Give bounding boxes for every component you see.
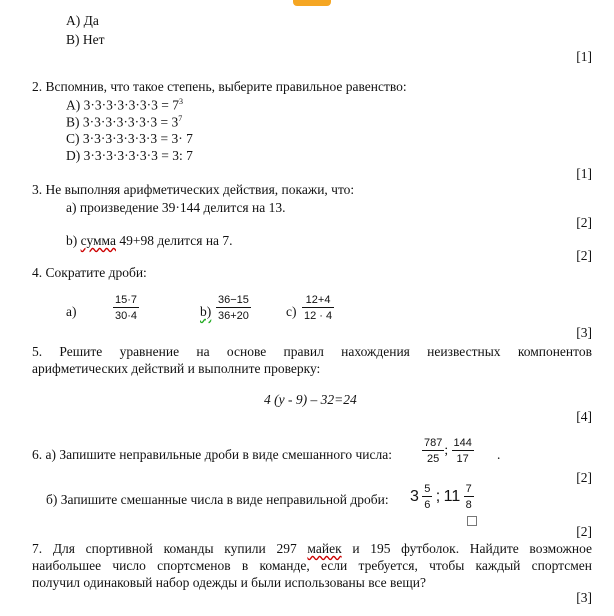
q4-label-b-text: b)	[200, 304, 212, 319]
q7-points: [3]	[576, 590, 592, 605]
q7-line-3: получил одинаковый набор одежды и были использованы все вещи?	[32, 575, 426, 590]
q5-line-2: арифметических действий и выполните проверку:	[32, 361, 321, 376]
q6-mixed-separator: ;	[435, 488, 441, 505]
q6-m2-denominator: 8	[465, 499, 472, 511]
q4-a-numerator: 15·7	[115, 294, 138, 306]
q4-fraction-a	[113, 294, 139, 322]
q6-a-dot: .	[497, 447, 501, 462]
q3-part-a: a) произведение 39·144 делится на 13.	[66, 200, 286, 215]
q3-part-b	[66, 233, 233, 249]
q4-a-denominator: 30·4	[115, 310, 138, 322]
q4-fraction-b	[216, 294, 251, 322]
q6-m1-whole: 3	[410, 488, 419, 505]
q2-option-b-text: B) 3·3·3·3·3·3·3 = 3	[66, 114, 179, 130]
q4-fraction-c	[302, 294, 334, 322]
q3-b-prefix: b)	[66, 233, 81, 248]
q3-title: 3. Не выполняя арифметических действия, покажи, что:	[32, 182, 355, 197]
q4-label-a: a)	[66, 304, 77, 319]
q4-c-denominator: 12 · 4	[304, 310, 333, 322]
q7-line-1	[32, 541, 592, 557]
q5-equation: 4 (у - 9) – 32=24	[264, 392, 357, 407]
q3-b-points: [2]	[576, 248, 592, 263]
q6-f2-denominator: 17	[456, 453, 469, 465]
q5-points: [4]	[576, 409, 592, 424]
q6-a-text: 6. а) Запишите неправильные дроби в виде смешанного числа:	[32, 447, 392, 462]
q4-title: 4. Сократите дроби:	[32, 265, 147, 280]
q4-points: [3]	[576, 325, 592, 340]
q4-label-c: c)	[286, 304, 297, 319]
q2-option-a	[66, 97, 183, 114]
q1-points: [1]	[576, 49, 592, 64]
q7-line-1-suffix: и 195 футболок. Найдите возможное	[341, 541, 592, 556]
q7-line-2: наибольшее число спортсменов в команде, если требуется, чтобы каждый спортсмен	[32, 558, 592, 573]
q6-m1-denominator: 6	[424, 499, 431, 511]
q6-a-fractions	[422, 437, 474, 465]
q6-a-points: [2]	[576, 470, 592, 485]
q1-option-b: В) Нет	[66, 32, 105, 47]
q3-b-word: сумма	[80, 233, 116, 248]
q6-b-points: [2]	[576, 524, 592, 539]
placeholder-box-icon	[466, 514, 477, 530]
q6-m2-numerator: 7	[465, 483, 472, 495]
q2-option-a-exponent: 3	[178, 97, 183, 106]
q2-option-b-exponent: 7	[178, 114, 183, 123]
q6-m1-numerator: 5	[424, 483, 431, 495]
q1-option-a: А) Да	[66, 13, 99, 28]
q2-option-d: D) 3·3·3·3·3·3·3 = 3: 7	[66, 148, 193, 163]
q7-line-1-word: майек	[307, 541, 342, 556]
q6-f1-numerator: 787	[424, 437, 443, 449]
q2-option-c: C) 3·3·3·3·3·3·3 = 3· 7	[66, 131, 193, 146]
q2-points: [1]	[576, 166, 592, 181]
q6-b-mixed-numbers	[410, 483, 474, 511]
q4-label-b	[200, 304, 211, 320]
q2-option-b	[66, 114, 182, 131]
q5-line-1: 5. Решите уравнение на основе правил нахождения неизвестных компонентов	[32, 344, 592, 359]
q6-m2-whole: 11	[443, 488, 461, 505]
q2-option-a-text: A) 3·3·3·3·3·3·3 = 7	[66, 97, 179, 113]
logo-icon	[293, 0, 331, 6]
q6-fraction-separator: ;	[444, 442, 449, 458]
q6-f1-denominator: 25	[427, 453, 440, 465]
q4-c-numerator: 12+4	[302, 294, 334, 308]
q7-line-1-prefix: 7. Для спортивной команды купили 297	[32, 541, 308, 556]
q6-b-text: б) Запишите смешанные числа в виде неправильной дроби:	[46, 492, 389, 507]
q6-f2-numerator: 144	[453, 437, 472, 449]
q4-b-numerator: 36−15	[218, 294, 249, 306]
q3-a-points: [2]	[576, 215, 592, 230]
q3-b-suffix: 49+98 делится на 7.	[116, 233, 233, 248]
q4-b-denominator: 36+20	[218, 310, 249, 322]
q2-title: 2. Вспомнив, что такое степень, выберите правильное равенство:	[32, 79, 407, 94]
